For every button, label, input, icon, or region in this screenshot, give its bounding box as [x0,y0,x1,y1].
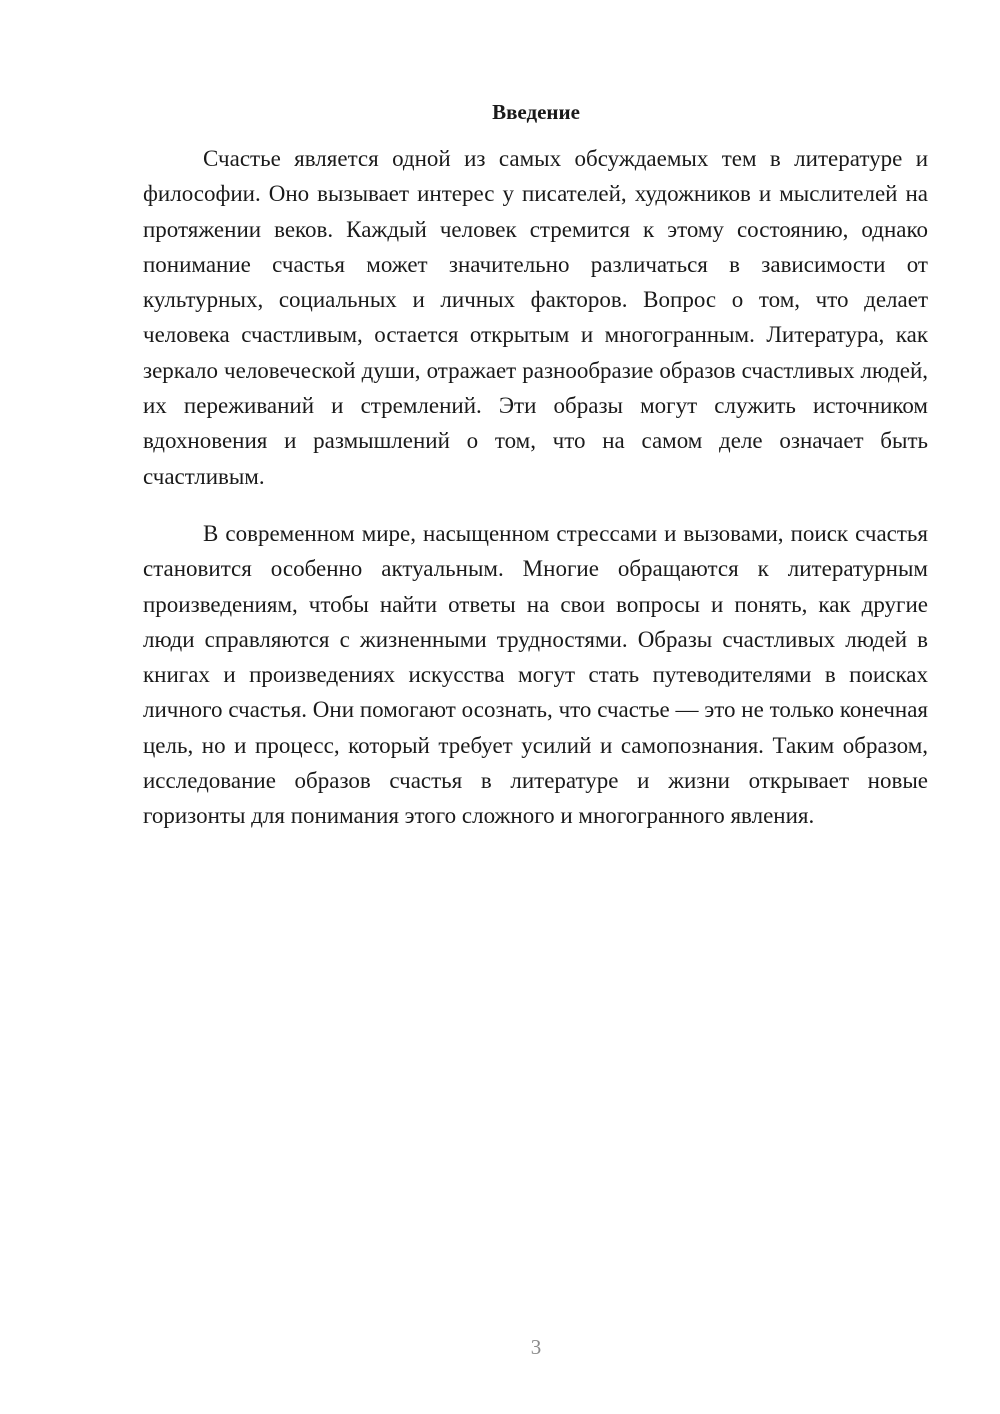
paragraph: В современном мире, насыщенном стрессами и вызовами, поиск счастья становится особенно актуальным. Многие обращаются к литературным произведениям, чтобы найти ответы на свои вопросы и понять, как другие люди справляются с жизненными трудностями. Образы счастливых людей в книгах и произведениях искусства могут стать путеводителями в поисках личного счастья. Они помогают осознать, что счастье — это не только конечная цель, но и процесс, который требует усилий и самопознания. Таким образом, исследование образов счастья в литературе и жизни открывает новые горизонты для понимания этого сложного и многогранного явления. [143,521,928,829]
paragraph: Счастье является одной из самых обсуждаемых тем в литературе и философии. Оно вызывает интерес у писателей, художников и мыслителей на протяжении веков. Каждый человек стремится к этому состоянию, однако понимание счастья может значительно различаться в зависимости от культурных, социальных и личных факторов. Вопрос о том, что делает человека счастливым, остается открытым и многогранным. Литература, как зеркало человеческой души, отражает разнообразие образов счастливых людей, их переживаний и стремлений. Эти образы могут служить источником вдохновения и размышлений о том, что на самом деле означает быть счастливым. [143,146,928,489]
page-number: 3 [530,1335,542,1359]
section-heading: Введение [492,100,580,124]
